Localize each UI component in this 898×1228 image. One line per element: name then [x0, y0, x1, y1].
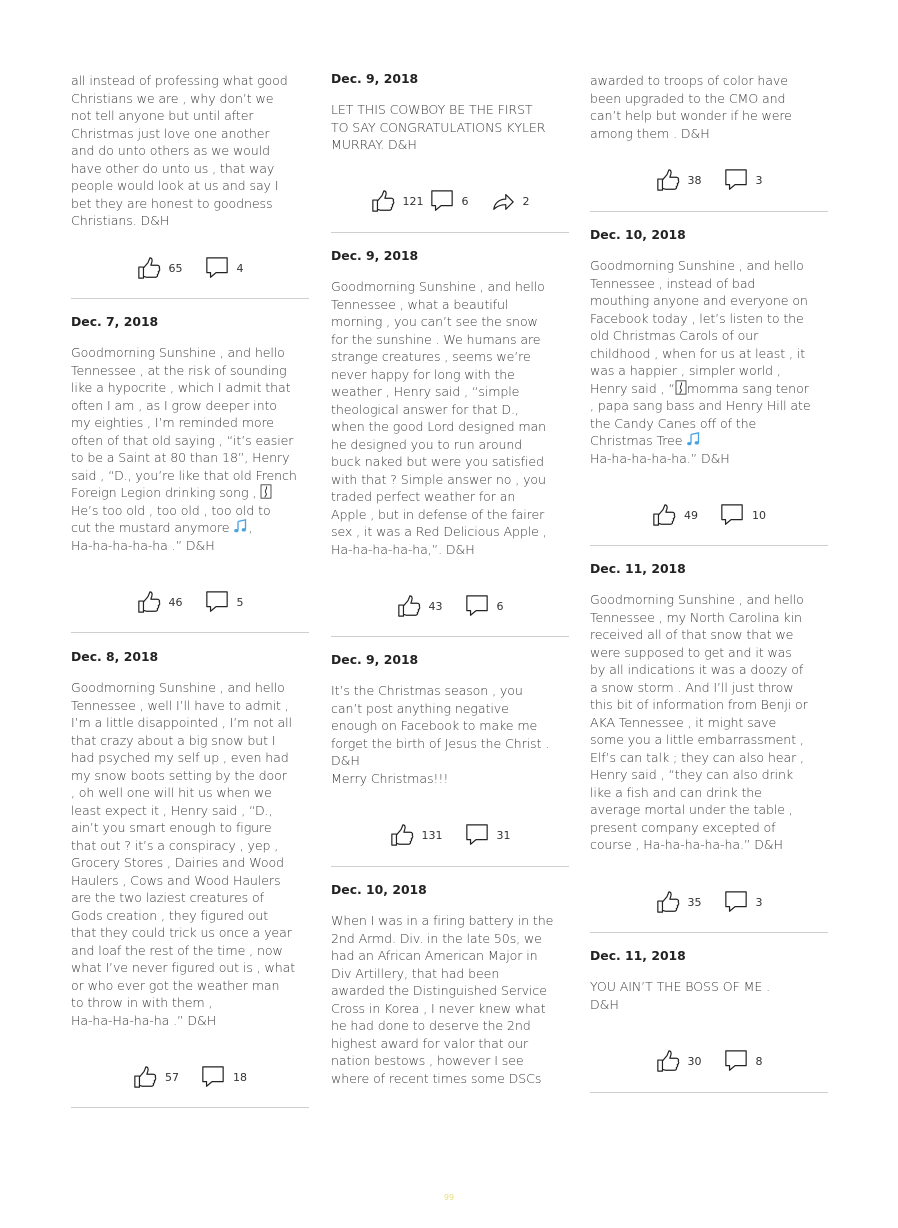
post-body: LET THIS COWBOY BE THE FIRST TO SAY CONGRATULATIONS KYLER MURRAY. D&H: [331, 102, 546, 152]
comment-bubble-icon: [465, 823, 489, 847]
post: [590, 561, 828, 854]
share-arrow-icon: [491, 189, 515, 213]
comment-count: 4: [236, 261, 244, 275]
music-notes-icon: [233, 519, 248, 534]
divider: [590, 1092, 828, 1093]
comment-bubble-icon: [724, 1049, 748, 1073]
post-stats: [331, 187, 569, 215]
post-date: Dec. 9, 2018: [331, 71, 419, 86]
post-body: [590, 257, 828, 467]
divider: [71, 1107, 309, 1108]
like-count: 38: [687, 173, 702, 187]
music-clef-icon: [675, 380, 687, 395]
post-body: Goodmorning Sunshine , and hello Tennessee , my North Carolina kin received all of that snow that we were supposed to get and it was by all indications it was a doozy of a snow storm . And I’ll just throw this bit of information from Benji or AKA Tennessee , it might save some you a little embarrassment , Elf’s can talk ; they can also hear , Henry said , “they can also drink like a fish and can drink the average mortal under the table , present company excepted of course , Ha-ha-ha-ha-ha.” D&H: [590, 592, 808, 852]
comment-count: 3: [755, 895, 763, 909]
post-stats: [590, 501, 828, 529]
post-body-part: He’s too old , too old , too old to cut the mustard anymore: [71, 502, 271, 535]
music-notes-icon: [686, 432, 701, 447]
comment-bubble-icon: [724, 168, 748, 192]
post-stats: [71, 254, 309, 282]
post-body-part: momma sang tenor , papa sang bass and Henry Hill ate the Candy Canes off of the Christmas Tree: [590, 380, 811, 448]
thumbs-up-icon: [656, 1049, 680, 1073]
post-body-part: Goodmorning Sunshine , and hello Tennessee , instead of bad mouthing anyone and everyone on Facebook today , let’s listen to the old Christmas Carols of our childhood , when for us at least , it was a happier , simpler world , Henry said , “: [590, 258, 808, 396]
thumbs-up-icon: [137, 256, 161, 280]
post-date: Dec. 9, 2018: [331, 652, 419, 667]
post-body: all instead of professing what good Christians we are , why don’t we not tell anyone but until after Christmas just love one another and do unto others as we would have other do unto us , that way people would look at us and say I bet they are honest to goodness Christians. D&H: [71, 73, 288, 228]
post: [590, 227, 828, 467]
like-count: 57: [165, 1070, 179, 1084]
post: [331, 882, 569, 1087]
comment-stat[interactable]: [465, 594, 504, 618]
like-count: 35: [687, 895, 702, 909]
page-number: 99: [443, 1193, 455, 1202]
post-body: Goodmorning Sunshine , and hello Tennessee , at the risk of sounding like a hypocrite , which I admit that often I am , as I grow deeper into my eighties , I’m reminded more often of that old saying , “it’s easier to be a Saint at 80 than 18”, Henry said , “D., you’re like that old French Foreign Legion drinking song , He’s too old , too old , too old to cut the mustard anymore , Ha-ha-ha-ha-ha .” D&H: [71, 345, 297, 553]
comment-count: 5: [236, 595, 244, 609]
post-stats: [590, 1047, 828, 1075]
post-date: Dec. 11, 2018: [590, 561, 686, 576]
thumbs-up-icon: [652, 503, 676, 527]
post-date: Dec. 9, 2018: [331, 248, 419, 263]
post-body: YOU AIN’T THE BOSS OF ME . D&H: [590, 979, 771, 1012]
post: [590, 948, 828, 1013]
post-continued: [590, 72, 828, 142]
like-stat[interactable]: [137, 590, 183, 614]
comment-stat[interactable]: [724, 168, 763, 192]
comment-stat[interactable]: [724, 1049, 763, 1073]
post-body-part: Ha-ha-ha-ha-ha .” D&H: [71, 537, 215, 553]
post: [71, 314, 309, 554]
comment-bubble-icon: [201, 1065, 225, 1089]
divider: [590, 932, 828, 933]
divider: [331, 636, 569, 637]
post-body: awarded to troops of color have been upgraded to the CMO and can’t help but wonder if he were among them . D&H: [590, 73, 792, 141]
like-stat[interactable]: [652, 503, 698, 527]
like-count: 131: [421, 828, 443, 842]
like-stat[interactable]: [656, 890, 702, 914]
post-date: Dec. 10, 2018: [590, 227, 686, 242]
comment-stat[interactable]: [720, 503, 766, 527]
music-clef-icon: [260, 484, 272, 499]
post: [331, 71, 569, 154]
thumbs-up-icon: [390, 823, 414, 847]
share-count: 2: [522, 194, 530, 208]
comment-count: 8: [755, 1054, 763, 1068]
like-count: 49: [684, 508, 698, 522]
post-continued: [71, 72, 309, 230]
comment-stat[interactable]: [205, 590, 244, 614]
divider: [71, 298, 309, 299]
comment-stat[interactable]: [430, 189, 469, 213]
thumbs-up-icon: [137, 590, 161, 614]
comment-stat[interactable]: [465, 823, 511, 847]
divider: [331, 866, 569, 867]
post-stats: [331, 821, 569, 849]
post-body: When I was in a firing battery in the 2nd Armd. Div. in the late 50s, we had an African American Major in Div Artillery, that had been awarded the Distinguished Service Cross in Korea , I never knew what he had done to deserve the 2nd highest award for valor that our nation bestows , however I see where of recent times some DSCs: [331, 913, 554, 1086]
divider: [590, 211, 828, 212]
like-stat[interactable]: [133, 1065, 179, 1089]
comment-bubble-icon: [465, 594, 489, 618]
post-body: Goodmorning Sunshine , and hello Tennessee , what a beautiful morning , you can’t see the snow for the sunshine . We humans are strange creatures , seems we’re never happy for long with the weather , Henry said , “simple theological answer for that D., when the good Lord designed man he designed you to run around buck naked but were you satisfied with that ? Simple answer no , you traded perfect weather for an Apple , but in defense of the fairer sex , it was a Red Delicious Apple , Ha-ha-ha-ha-ha,”. D&H: [331, 279, 547, 557]
post: [71, 649, 309, 1029]
post: [331, 248, 569, 558]
post-date: Dec. 7, 2018: [71, 314, 159, 329]
post-stats: [590, 888, 828, 916]
post-date: Dec. 8, 2018: [71, 649, 159, 664]
comment-count: 6: [496, 599, 504, 613]
comment-stat[interactable]: [724, 890, 763, 914]
post: [331, 652, 569, 787]
thumbs-up-icon: [371, 189, 395, 213]
post-body: It’s the Christmas season , you can’t post anything negative enough on Facebook to make me forget the birth of Jesus the Christ . D&H Merry Christmas!!!: [331, 683, 550, 786]
like-count: 30: [687, 1054, 702, 1068]
post-stats: [71, 588, 309, 616]
like-stat[interactable]: [397, 594, 443, 618]
post-date: Dec. 11, 2018: [590, 948, 686, 963]
post-body-part: Goodmorning Sunshine , and hello Tennessee , at the risk of sounding like a hypocrite , which I admit that often I am , as I grow deeper into my eighties , I’m reminded more often of that old saying , “it’s easier to be a Saint at 80 than 18”, Henry said , “D., you’re like that old French Foreign Legion drinking song ,: [71, 345, 297, 500]
comment-count: 6: [461, 194, 469, 208]
share-stat[interactable]: [491, 189, 530, 213]
like-count: 65: [168, 261, 183, 275]
comment-bubble-icon: [205, 590, 229, 614]
comment-bubble-icon: [205, 256, 229, 280]
comment-count: 18: [233, 1070, 247, 1084]
comment-count: 3: [755, 173, 763, 187]
post-stats: [590, 166, 828, 194]
post-body-part: Ha-ha-ha-ha-ha.” D&H: [590, 450, 730, 466]
post-body: Goodmorning Sunshine , and hello Tennessee , well I’ll have to admit , I’m a little disappointed , I’m not all that crazy about a big snow but I had psyched my self up , even had my snow boots setting by the door , oh well one will hit us when we least expect it , Henry said , “D., ain’t you smart enough to figure that out ? it’s a conspiracy , yep , Grocery Stores , Dairies and Wood Haulers , Cows and Wood Haulers are the two laziest creatures of Gods creation , they figured out that they could trick us once a year and loaf the rest of the time , now what I’ve never figured out is , what or who ever got the weather man to throw in with them , Ha-ha-Ha-ha-ha .” D&H: [71, 680, 296, 1028]
post-stats: [71, 1063, 309, 1091]
thumbs-up-icon: [656, 890, 680, 914]
like-stat[interactable]: [137, 256, 183, 280]
divider: [331, 232, 569, 233]
comment-bubble-icon: [430, 189, 454, 213]
thumbs-up-icon: [656, 168, 680, 192]
divider: [590, 545, 828, 546]
like-stat[interactable]: [656, 1049, 702, 1073]
divider: [71, 632, 309, 633]
thumbs-up-icon: [133, 1065, 157, 1089]
comment-bubble-icon: [724, 890, 748, 914]
comment-count: 31: [496, 828, 511, 842]
like-count: 43: [428, 599, 443, 613]
like-stat[interactable]: [371, 189, 424, 213]
thumbs-up-icon: [397, 594, 421, 618]
like-stat[interactable]: [656, 168, 702, 192]
post-date: Dec. 10, 2018: [331, 882, 427, 897]
comment-stat[interactable]: [205, 256, 244, 280]
comment-stat[interactable]: [201, 1065, 247, 1089]
like-count: 46: [168, 595, 183, 609]
post-stats: [331, 592, 569, 620]
comment-bubble-icon: [720, 503, 744, 527]
like-count: 121: [402, 194, 424, 208]
comment-count: 10: [752, 508, 766, 522]
like-stat[interactable]: [390, 823, 443, 847]
